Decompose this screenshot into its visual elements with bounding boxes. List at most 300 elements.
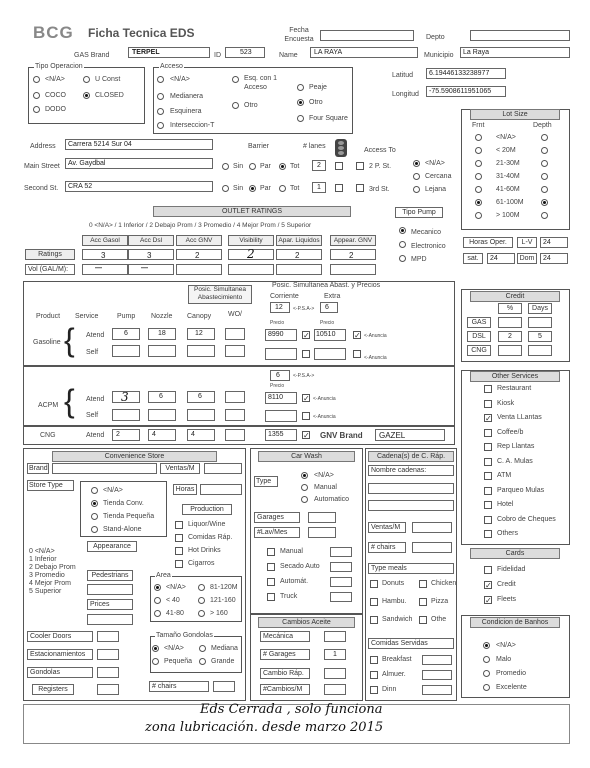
id-field[interactable]: 523 (225, 47, 265, 58)
credit-days-header: Days (528, 303, 552, 314)
outlet-ratings-title: OUTLET RATINGS (153, 206, 351, 217)
gas-self-anuncia-label: <-Anuncia (364, 355, 387, 361)
cng-nozzle-field[interactable]: 4 (148, 429, 176, 441)
meal-sandwich-label: Sandwich (382, 616, 413, 623)
comida-breakfast-label: Breakfast (382, 656, 412, 663)
tipo-op-coco-radio[interactable] (33, 92, 40, 99)
outlet-col-visibility-header: Visibility (228, 235, 274, 246)
acceso-interseccion-label: Interseccion-T (170, 122, 215, 129)
banos-excelente-radio[interactable] (483, 684, 490, 691)
gondolas-field[interactable] (97, 667, 119, 678)
lot-depth-20m-radio[interactable] (541, 147, 548, 154)
tipo-op-dodo-radio[interactable] (33, 106, 40, 113)
access-na-label: <N/A> (425, 160, 445, 167)
vol-visibility-field[interactable] (228, 264, 274, 275)
cng-atend-label: Atend (86, 432, 105, 439)
area-81-120m-radio[interactable] (198, 584, 205, 591)
cw-n-a-radio[interactable] (301, 472, 308, 479)
credit-dsl-pct-field[interactable] (498, 331, 522, 342)
acpm-self-wo-field[interactable] (225, 409, 245, 421)
p2-label: 2 P. St. (369, 163, 392, 170)
acpm-atend-label: Atend (86, 396, 105, 403)
acpm-self-anuncia-label: <-Anuncia (313, 414, 336, 420)
acpm-price-field[interactable]: 8110 (265, 392, 297, 404)
service-c-a-mulas-checkbox[interactable] (484, 458, 492, 466)
card-fleets-checkbox[interactable]: ✓ (485, 596, 492, 605)
gas-canopy-field[interactable]: 12 (187, 328, 215, 340)
ventas-m-field[interactable] (204, 463, 242, 474)
dom-field[interactable]: 24 (540, 253, 568, 264)
main-tot-label: Tot (290, 163, 300, 170)
tamano-mediana-radio[interactable] (199, 645, 206, 652)
posic-abast-label: Posic. Simultanea Abast. y Precios (272, 282, 381, 289)
area-160-radio[interactable] (198, 610, 205, 617)
comida-almuer-field[interactable] (422, 670, 452, 680)
main-sin-radio[interactable] (222, 163, 229, 170)
area-160-label: > 160 (210, 610, 228, 617)
gas-anuncia-label: <-Anuncia (364, 333, 387, 339)
area-n-a-radio[interactable] (154, 584, 161, 591)
notes-line-2: zona lubricación. desde marzo 2015 (145, 720, 384, 735)
horas-field[interactable] (200, 484, 242, 495)
notes-line-1: Eds Cerrada , solo funciona (200, 702, 383, 717)
acpm-nozzle-field[interactable]: 6 (148, 391, 176, 403)
posic-simultanea-label: Posic. Simultanea Abastecimiento (188, 285, 252, 304)
lot-depth-61-100m-radio[interactable] (541, 199, 548, 206)
production-liquor-wine-checkbox[interactable] (175, 521, 183, 529)
cw-secado-auto-checkbox[interactable] (267, 563, 275, 571)
tipo-op-closed-radio[interactable] (83, 92, 90, 99)
cw-truck-field[interactable] (330, 592, 352, 602)
pump-mecanico-radio[interactable] (399, 227, 406, 234)
cadena-ventas-field[interactable] (412, 522, 452, 533)
acceso-interseccion-radio[interactable] (157, 122, 164, 129)
service-cobro-de-cheques-checkbox[interactable] (484, 516, 492, 524)
cw-autom-t-label: Automát. (280, 578, 309, 585)
lot-frnt-100m-radio[interactable] (475, 212, 482, 219)
banos-title: Condicion de Banhos (470, 617, 560, 628)
gasoline-brace-icon: { (64, 322, 75, 358)
acpm-psa-label: <-P.S.A-> (293, 373, 315, 379)
cw-autom-t-checkbox[interactable] (267, 578, 275, 586)
cng-label: CNG (40, 432, 56, 439)
gnv-brand-field[interactable]: GAZEL (375, 429, 445, 441)
banos-promedio-radio[interactable] (483, 670, 490, 677)
cw-manual-field[interactable] (330, 547, 352, 557)
comida-dinn-checkbox[interactable] (370, 686, 378, 694)
gas-self-canopy-field[interactable] (187, 345, 215, 357)
pump-mpd-label: MPD (411, 256, 427, 263)
lot-depth-21-30m-radio[interactable] (541, 160, 548, 167)
corriente-psa-field[interactable]: 12 (270, 302, 290, 313)
lot-frnt-61-100m-radio[interactable] (475, 199, 482, 206)
gondolas-label: Gondolas (27, 667, 93, 678)
pump-electronico-radio[interactable] (399, 241, 406, 248)
access-cercana-radio[interactable] (413, 173, 420, 180)
credit-gas-label: GAS (467, 317, 491, 328)
lot-option-41-60m-label: 41-60M (496, 186, 520, 193)
gas-self-anuncia-corr-checkbox[interactable] (302, 350, 310, 358)
service-others-checkbox[interactable] (484, 530, 492, 538)
mecanica-label: Mecánica (260, 631, 310, 642)
vol-apar-liquidos-field[interactable] (276, 264, 322, 275)
tipo-op-uconst-label: U Const (95, 76, 121, 83)
service-cobro-de-cheques-label: Cobro de Cheques (497, 515, 556, 523)
vol-acc-gasol-field[interactable] (82, 264, 128, 275)
comida-breakfast-checkbox[interactable] (370, 656, 378, 664)
second-par-radio[interactable] (249, 185, 256, 192)
name-field[interactable]: LA RAYA (310, 47, 418, 58)
lot-depth-31-40m-radio[interactable] (541, 173, 548, 180)
service-venta-llantas-checkbox[interactable]: ✓ (485, 414, 492, 423)
pump-label: Pump (117, 313, 136, 320)
rating-appear-gnv-field[interactable] (330, 249, 376, 260)
pedestrians-field[interactable] (87, 584, 133, 595)
second-sin-label: Sin (233, 185, 244, 192)
cadena-chairs-label: # chairs (368, 542, 406, 553)
acpm-psa-field[interactable]: 6 (270, 370, 290, 381)
brand-field[interactable] (52, 463, 157, 474)
main-street-label: Main Street (24, 163, 60, 170)
registers-field[interactable] (97, 684, 119, 695)
cng-anuncia-checkbox[interactable]: ✓ (303, 431, 310, 440)
gas-anuncia-extra-checkbox[interactable]: ✓ (354, 331, 361, 340)
service-restaurant-label: Restaurant (497, 385, 532, 392)
sat-field[interactable]: 24 (487, 253, 515, 264)
access-lejana-radio[interactable] (413, 186, 420, 193)
lv-field[interactable]: 24 (540, 237, 568, 248)
area-title: Area (156, 572, 171, 579)
banos-malo-radio[interactable] (483, 656, 490, 663)
acceso-na-label: <N/A> (170, 76, 190, 83)
access-to-label: Access To (364, 147, 396, 154)
area-40-label: < 40 (166, 597, 180, 604)
tamano-n-a-radio[interactable] (152, 645, 159, 652)
depto-field[interactable] (470, 30, 570, 41)
rating-acc-gnv-field[interactable] (176, 249, 222, 260)
outlet-scale: 0 <N/A> / 1 Inferior / 2 Debajo Prom / 3 Promedio / 4 Mejor Prom / 5 Superior (89, 222, 312, 229)
acceso-otro1-radio[interactable] (232, 102, 239, 109)
lot-frnt-n-a-radio[interactable] (475, 134, 482, 141)
gas-self-price-extra-field[interactable] (314, 348, 346, 360)
area-40-radio[interactable] (154, 597, 161, 604)
nombre-cadenas-field-1[interactable] (368, 483, 454, 494)
p2-checkbox[interactable] (356, 162, 364, 170)
cw-automatico-radio[interactable] (301, 496, 308, 503)
fecha-encuesta-label: Fecha Encuesta (284, 27, 314, 43)
service-atm-label: ATM (497, 472, 512, 479)
acceso-otro2-label: Otro (309, 99, 323, 106)
meal-donuts-checkbox[interactable] (370, 580, 378, 588)
store-type-n-a-radio[interactable] (91, 487, 98, 494)
tamano-grande-radio[interactable] (199, 658, 206, 665)
meal-pizza-label: Pizza (431, 598, 449, 605)
lot-frnt-20m-radio[interactable] (475, 147, 482, 154)
main-lanes-field[interactable]: 2 (312, 160, 326, 171)
cw-automatico-label: Automatico (314, 496, 350, 503)
credit-gas-days-field[interactable] (528, 317, 552, 328)
rating-acc-gnv-value: 2 (195, 251, 200, 260)
second-barrier-checkbox[interactable] (335, 184, 343, 192)
lot-frnt-31-40m-radio[interactable] (475, 173, 482, 180)
comida-almuer-checkbox[interactable] (370, 671, 378, 679)
store-type-stand-alone-radio[interactable] (91, 526, 98, 533)
comida-dinn-field[interactable] (422, 685, 452, 695)
id-label: ID (214, 52, 221, 59)
cambios-garages-field[interactable]: 1 (324, 649, 346, 660)
credit-gas-pct-field[interactable] (498, 317, 522, 328)
rating-visibility-field[interactable] (228, 249, 274, 260)
acceso-peaje-radio[interactable] (297, 84, 304, 91)
acpm-self-label: Self (86, 412, 99, 419)
meal-chicken-checkbox[interactable] (419, 580, 427, 588)
cng-wo-field[interactable] (225, 429, 245, 441)
p3-checkbox[interactable] (356, 184, 364, 192)
latitud-field[interactable]: 6.19446133238977 (426, 68, 506, 79)
cambios-mes-field[interactable] (324, 684, 346, 695)
address-label: Address (30, 143, 56, 150)
tamano-peque-a-radio[interactable] (152, 658, 159, 665)
product-label: Product (36, 313, 61, 320)
acpm-anuncia-label: <-Anuncia (313, 396, 336, 402)
psa-label: <-P.S.A-> (293, 306, 315, 312)
nombre-cadenas-label: Nombre cadenas: (368, 465, 454, 476)
lot-depth-100m-radio[interactable] (541, 212, 548, 219)
estacionamientos-label: Estacionamientos (27, 649, 93, 660)
meal-othe-checkbox[interactable] (419, 616, 427, 624)
acceso-esquinera-radio[interactable] (157, 108, 164, 115)
tipo-op-na-radio[interactable] (33, 76, 40, 83)
outlet-col-appear-gnv-header: Appear. GNV (330, 235, 376, 246)
acpm-self-anuncia-checkbox[interactable] (302, 412, 310, 420)
acceso-foursquare-radio[interactable] (297, 115, 304, 122)
main-barrier-checkbox[interactable] (335, 162, 343, 170)
acpm-wo-field[interactable] (225, 391, 245, 403)
comida-breakfast-field[interactable] (422, 655, 452, 665)
municipio-field[interactable]: La Raya (460, 47, 570, 58)
registers-label: Registers (32, 684, 74, 695)
card-fidelidad-checkbox[interactable] (484, 566, 492, 574)
tipo-pump-label: Tipo Pump (395, 207, 443, 218)
tipo-op-uconst-radio[interactable] (83, 76, 90, 83)
cambios-garages-label: # Garages (260, 649, 310, 660)
gas-price-corr-field[interactable]: 8990 (265, 329, 297, 341)
cs-chairs-field[interactable] (213, 681, 235, 692)
pump-electronico-label: Electronico (411, 243, 446, 250)
gas-self-nozzle-field[interactable] (148, 345, 176, 357)
estacionamientos-field[interactable] (97, 649, 119, 660)
production-cigarros-checkbox[interactable] (175, 560, 183, 568)
acceso-otro2-radio[interactable] (297, 99, 304, 106)
gas-self-price-corr-field[interactable] (265, 348, 297, 360)
rating-acc-dsl-value: 3 (147, 251, 152, 260)
acpm-self-canopy-field[interactable] (187, 409, 215, 421)
cw-manual-checkbox[interactable] (267, 548, 275, 556)
service-kiosk-checkbox[interactable] (484, 400, 492, 408)
vol-acc-dsl-field[interactable] (128, 264, 174, 275)
acpm-self-price-field[interactable] (265, 410, 297, 422)
area-n-a-label: <N/A> (166, 584, 186, 591)
rating-apar-liquidos-field[interactable] (276, 249, 322, 260)
acceso-title: Acceso (160, 63, 183, 70)
credit-dsl-pct-value: 2 (508, 333, 512, 340)
meal-sandwich-checkbox[interactable] (370, 616, 378, 624)
credit-dsl-days-field[interactable] (528, 331, 552, 342)
gnv-brand-label: GNV Brand (320, 431, 363, 440)
main-street-field[interactable]: Av. Gaydbal (65, 158, 213, 169)
comida-dinn-label: Dinn (382, 686, 397, 693)
rating-acc-dsl-field[interactable] (128, 249, 174, 260)
cadena-chairs-field[interactable] (412, 542, 452, 553)
pump-mpd-radio[interactable] (399, 255, 406, 262)
service-venta-llantas-label: Venta LLantas (497, 414, 542, 421)
precio-corr-label: Precio (270, 320, 285, 326)
service-rep-llantas-checkbox[interactable] (484, 443, 492, 451)
horas-label: Horas (173, 484, 197, 495)
acpm-self-pump-field[interactable] (112, 409, 140, 421)
second-st-field[interactable]: CRA 52 (65, 181, 213, 192)
prices-field[interactable] (87, 614, 133, 625)
area-121-160-radio[interactable] (198, 597, 205, 604)
other-services-title: Other Services (470, 371, 560, 382)
extra-psa-field[interactable]: 6 (320, 302, 338, 313)
tamano-peque-a-label: Pequeña (164, 658, 193, 665)
credit-cng-days-field[interactable] (528, 345, 552, 356)
p3-label: 3rd St. (369, 186, 390, 193)
lot-depth-label: Depth (533, 122, 552, 129)
longitud-field[interactable]: -75.5908611951065 (426, 86, 506, 97)
acceso-esq-radio[interactable] (232, 76, 239, 83)
meal-hambu-checkbox[interactable] (370, 598, 378, 606)
bcg-logo: BCG (33, 23, 74, 42)
banos-n-a-radio[interactable] (483, 642, 490, 649)
cadena-ventas-label: Ventas/M (368, 522, 406, 533)
credit-cng-pct-field[interactable] (498, 345, 522, 356)
acpm-self-nozzle-field[interactable] (148, 409, 176, 421)
lot-option-100m-label: > 100M (496, 212, 520, 219)
gas-pump-field[interactable]: 6 (112, 328, 140, 340)
cw-truck-checkbox[interactable] (267, 593, 275, 601)
second-tot-radio[interactable] (279, 185, 286, 192)
sat-label: sat. (463, 253, 483, 264)
credit-pct-header: % (498, 303, 522, 314)
cw-lavmes-field[interactable] (308, 527, 336, 538)
rating-visibility-value: 2 (247, 247, 255, 261)
rating-acc-gasol-field[interactable] (82, 249, 128, 260)
access-na-radio[interactable] (413, 160, 420, 167)
vol-appear-gnv-field[interactable] (330, 264, 376, 275)
gas-wo-field[interactable] (225, 328, 245, 340)
gas-self-wo-field[interactable] (225, 345, 245, 357)
acceso-medianera-radio[interactable] (157, 93, 164, 100)
acpm-brace-icon: { (64, 383, 75, 419)
production-hot-drinks-checkbox[interactable] (175, 547, 183, 555)
cng-pump-field[interactable]: 2 (112, 429, 140, 441)
canopy-label: Canopy (187, 313, 212, 320)
cng-price-field[interactable]: 1355 (265, 429, 297, 441)
service-parqueo-mulas-checkbox[interactable] (484, 487, 492, 495)
gas-price-extra-field[interactable]: 10510 (314, 329, 346, 341)
cng-canopy-field[interactable]: 4 (187, 429, 215, 441)
production-liquor-wine-label: Liquor/Wine (188, 521, 226, 528)
acpm-pump-field[interactable]: 3 (112, 391, 140, 403)
cooler-doors-field[interactable] (97, 631, 119, 642)
main-par-radio[interactable] (249, 163, 256, 170)
lot-depth-n-a-radio[interactable] (541, 134, 548, 141)
longitud-label: Longitud (392, 91, 419, 98)
second-sin-radio[interactable] (222, 185, 229, 192)
address-field[interactable]: Carrera 5214 Sur 04 (65, 139, 213, 150)
area-41-80-radio[interactable] (154, 610, 161, 617)
vol-acc-dsl-value: — (141, 265, 148, 272)
lot-frnt-41-60m-radio[interactable] (475, 186, 482, 193)
acceso-na-radio[interactable] (157, 76, 164, 83)
service-atm-checkbox[interactable] (484, 472, 492, 480)
cw-garages-label: Garages (254, 512, 300, 523)
main-par-label: Par (260, 163, 271, 170)
gas-self-pump-field[interactable] (112, 345, 140, 357)
meal-othe-label: Othe (431, 616, 447, 623)
access-cercana-label: Cercana (425, 173, 452, 180)
outlet-col-acc-gasol-header: Acc Gasol (82, 235, 128, 246)
fecha-encuesta-field[interactable] (320, 30, 414, 41)
acceso-foursquare-label: Four Square (309, 115, 348, 122)
cambios-mes-label: #Cambios/M (260, 684, 310, 695)
vol-acc-gnv-field[interactable] (176, 264, 222, 275)
cw-garages-field[interactable] (308, 512, 336, 523)
service-hotel-checkbox[interactable] (484, 501, 492, 509)
gas-self-anuncia-extra-checkbox[interactable] (353, 350, 361, 358)
main-tot-radio[interactable] (279, 163, 286, 170)
nombre-cadenas-field-2[interactable] (368, 500, 454, 511)
convenience-scale: 0 <N/A> 1 Inferior 2 Debajo Prom 3 Promedio 4 Mejor Prom 5 Superior (29, 548, 76, 595)
production-cigarros-label: Cigarros (188, 560, 215, 567)
cambio-rap-field[interactable] (324, 668, 346, 679)
gas-brand-field[interactable]: TERPEL (128, 47, 210, 58)
acpm-canopy-field[interactable]: 6 (187, 391, 215, 403)
cw-secado-auto-field[interactable] (330, 562, 352, 572)
outlet-col-acc-dsl-header: Acc Dsl (128, 235, 174, 246)
store-type-tienda-peque-a-label: Tienda Pequeña (103, 513, 155, 520)
lot-depth-41-60m-radio[interactable] (541, 186, 548, 193)
gas-anuncia-corr-checkbox[interactable]: ✓ (303, 331, 310, 340)
cw-manual-radio[interactable] (301, 484, 308, 491)
banos-promedio-label: Promedio (496, 670, 526, 677)
cw-autom-t-field[interactable] (330, 577, 352, 587)
store-type-tienda-conv-radio[interactable] (91, 500, 98, 507)
service-kiosk-label: Kiosk (497, 399, 515, 407)
service-rep-llantas-label: Rep Llantas (497, 443, 535, 450)
card-credit-checkbox[interactable]: ✓ (485, 581, 492, 590)
store-type-tienda-peque-a-radio[interactable] (91, 513, 98, 520)
cambios-title: Cambios Aceite (258, 617, 355, 628)
second-lanes-field[interactable]: 1 (312, 182, 326, 193)
acpm-anuncia-checkbox[interactable]: ✓ (303, 394, 310, 403)
gas-nozzle-field[interactable]: 18 (148, 328, 176, 340)
meal-pizza-checkbox[interactable] (419, 598, 427, 606)
service-coffee-b-checkbox[interactable] (484, 429, 492, 437)
lot-frnt-21-30m-radio[interactable] (475, 160, 482, 167)
service-restaurant-checkbox[interactable] (484, 385, 492, 393)
card-credit-label: Credit (497, 581, 516, 588)
corriente-label: Corriente (270, 293, 299, 300)
pump-mecanico-label: Mecanico (411, 229, 441, 236)
tamano-group (150, 636, 242, 673)
mecanica-field[interactable] (324, 631, 346, 642)
production-comidas-r-p-checkbox[interactable] (175, 534, 183, 542)
cards-title: Cards (470, 548, 560, 559)
store-type-n-a-label: <N/A> (103, 487, 123, 494)
